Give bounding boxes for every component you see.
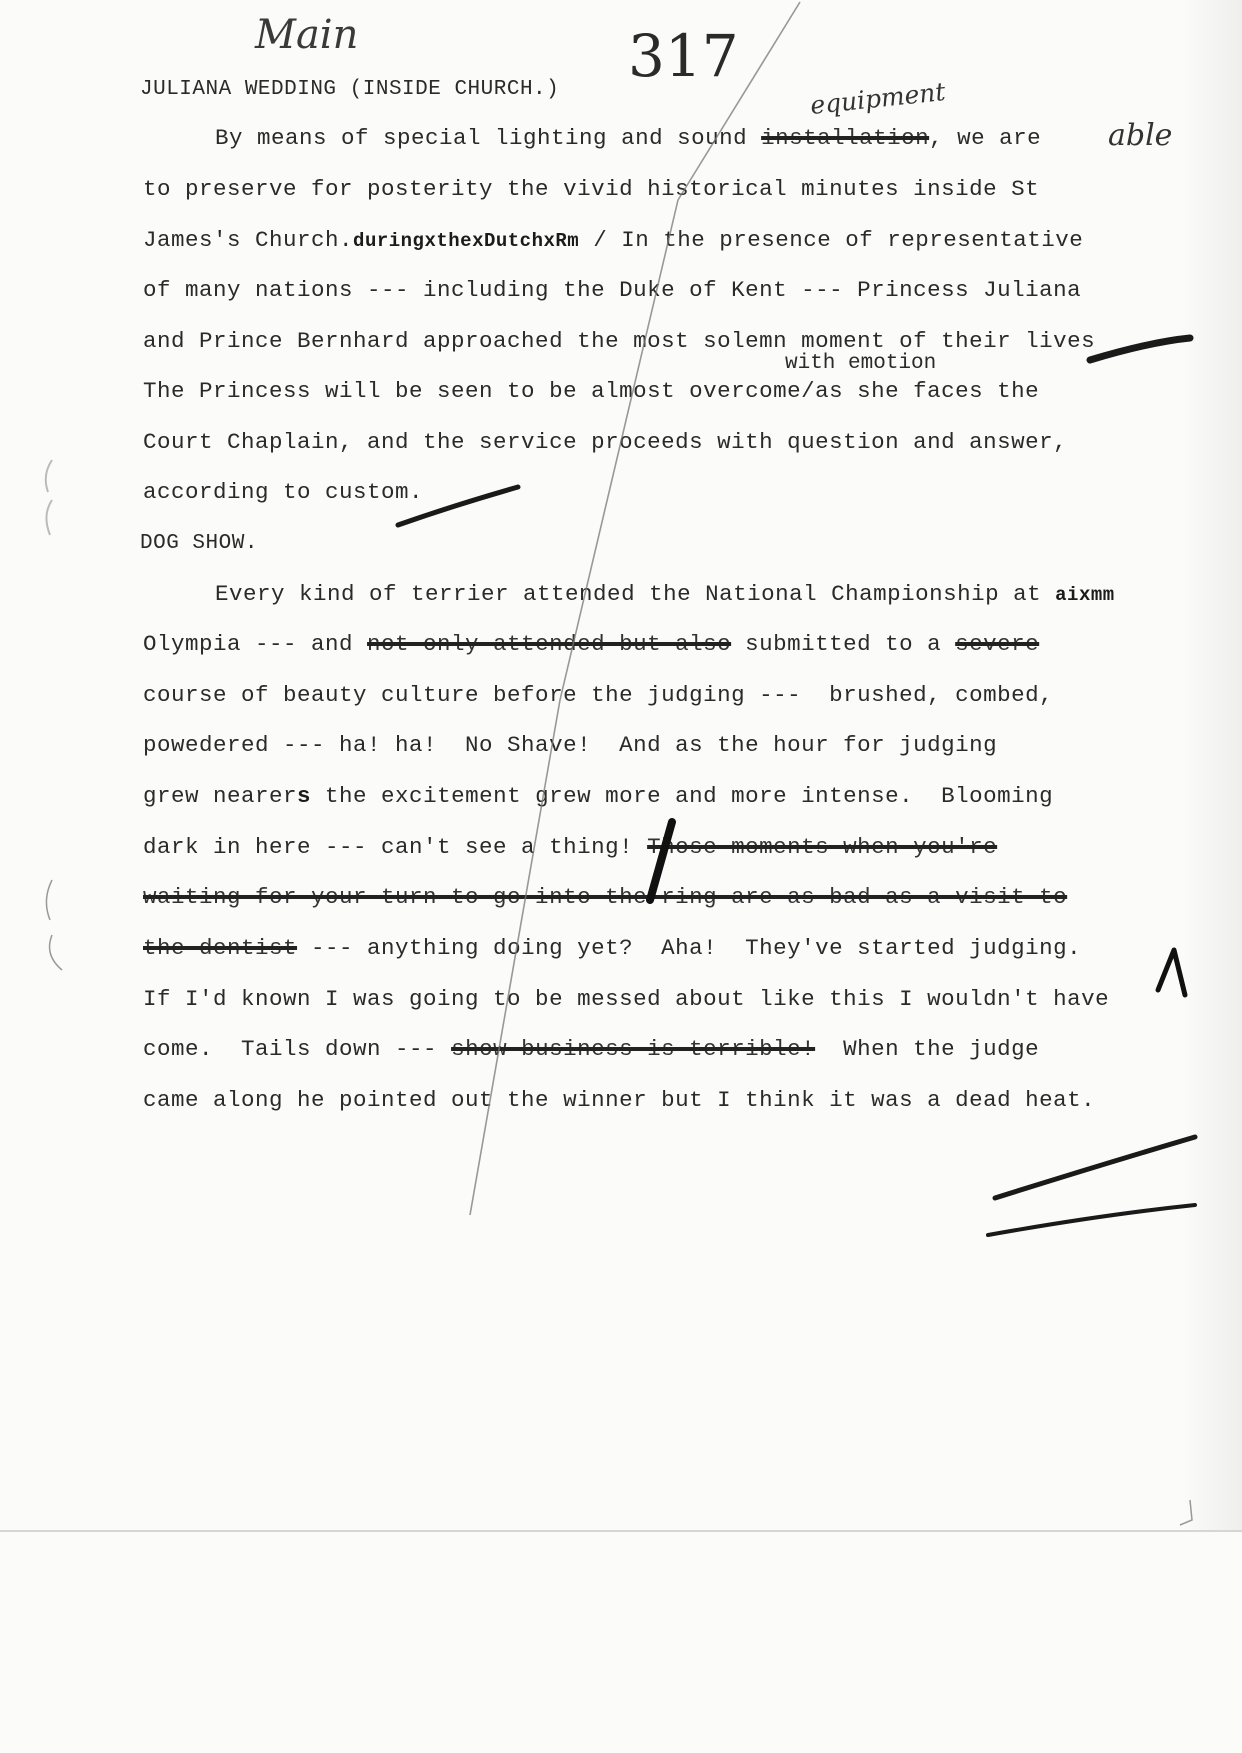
paragraph-line: If I'd known I was going to be messed about like this I wouldn't have <box>143 986 1110 1012</box>
typed-xout: s <box>297 783 312 809</box>
paragraph-line <box>143 1035 1039 1063</box>
text-run: When the judge <box>815 1036 1040 1062</box>
text-run: --- anything doing yet? Aha! They've started judging. <box>297 935 1082 961</box>
paragraph-line: course of beauty culture before the judging --- brushed, combed, <box>143 682 1054 708</box>
paragraph-line: came along he pointed out the winner but I think it was a dead heat. <box>143 1087 1096 1113</box>
paragraph-line <box>143 934 1081 962</box>
struck-phrase: not only attended but also <box>367 631 732 657</box>
paragraph-line <box>143 226 1083 255</box>
paragraph-line: of many nations --- including the Duke of Kent --- Princess Juliana <box>143 277 1082 303</box>
struck-phrase: the dentist <box>143 935 298 961</box>
paragraph-line <box>143 630 1039 658</box>
paragraph-line: according to custom. <box>143 479 424 505</box>
handwritten-page-number: 317 <box>628 22 739 90</box>
typed-insert-with-emotion: with emotion <box>785 352 937 375</box>
text-run: James's Church. <box>143 227 354 253</box>
paragraph-line <box>143 833 997 861</box>
text-run: Olympia --- and <box>143 631 368 657</box>
struck-word: installation <box>761 125 930 151</box>
text-run: come. Tails down --- <box>143 1036 452 1062</box>
typed-xout: duringxthexDutchxRm <box>353 230 580 252</box>
text-run: Every kind of terrier attended the National Championship at <box>215 581 1056 607</box>
struck-word: severe <box>955 631 1040 657</box>
text-run: , we are <box>929 125 1042 151</box>
handwritten-note-top-left: Main <box>255 12 359 58</box>
handwritten-able-insert: able <box>1108 118 1173 153</box>
text-run: the excitement grew more and more intense. Blooming <box>311 783 1054 809</box>
text-run: By means of special lighting and sound <box>215 125 762 151</box>
text-run: grew nearer <box>143 783 298 809</box>
struck-phrase: Those moments when you're <box>647 834 998 860</box>
paragraph-line: powedered --- ha! ha! No Shave! And as the hour for judging <box>143 732 998 758</box>
paragraph-line: Court Chaplain, and the service proceeds with question and answer, <box>143 429 1068 455</box>
text-run: / In the presence of representative <box>579 227 1084 253</box>
section-heading-dog-show: DOG SHOW. <box>140 532 258 555</box>
struck-phrase: show business is terrible! <box>451 1036 816 1062</box>
typed-xout: aixmm <box>1055 584 1115 606</box>
paragraph-line <box>215 124 1041 152</box>
text-run: dark in here --- can't see a thing! <box>143 834 648 860</box>
paragraph-line <box>215 580 1115 609</box>
paragraph-line <box>143 782 1053 810</box>
handwritten-equipment-insert: equipment <box>808 76 947 121</box>
paragraph-line <box>143 883 1067 911</box>
paragraph-line: The Princess will be seen to be almost overcome/as she faces the <box>143 378 1040 404</box>
paragraph-line: to preserve for posterity the vivid historical minutes inside St <box>143 176 1040 202</box>
text-run: submitted to a <box>731 631 956 657</box>
section-heading-juliana-wedding: JULIANA WEDDING (INSIDE CHURCH.) <box>140 78 560 101</box>
struck-phrase: waiting for your turn to go into the ring are as bad as a visit to <box>143 884 1068 910</box>
paragraph-line: and Prince Bernhard approached the most solemn moment of their lives <box>143 328 1096 354</box>
